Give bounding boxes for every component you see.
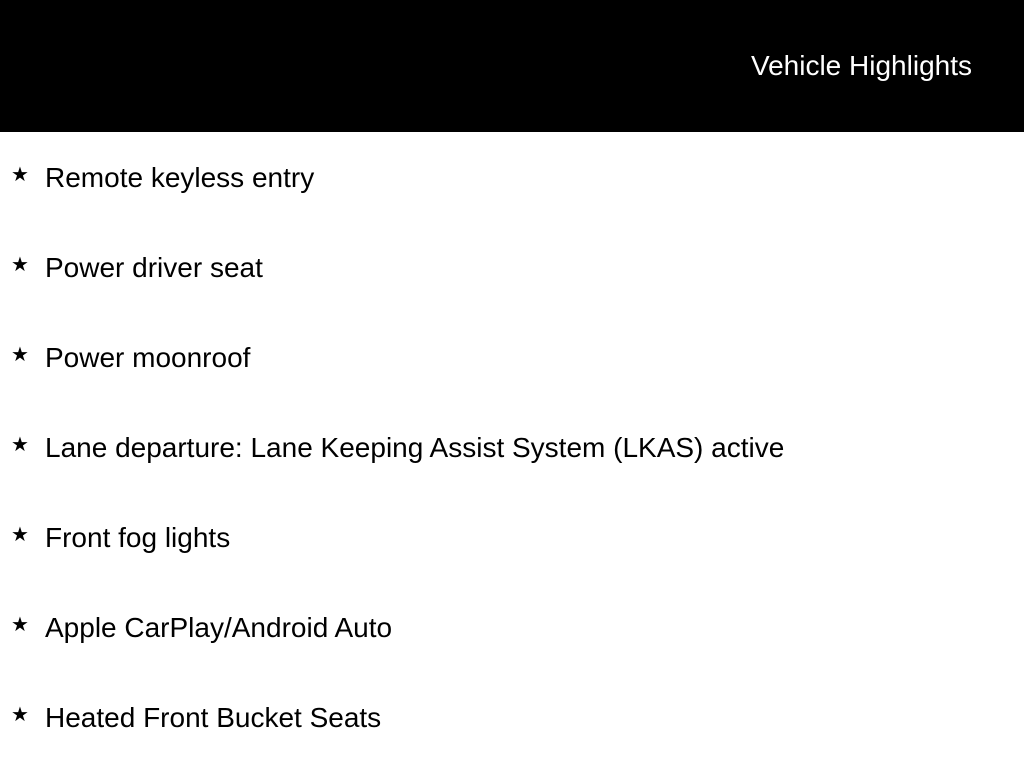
highlight-label: Remote keyless entry <box>45 162 315 193</box>
star-icon: ★ <box>11 342 29 366</box>
highlight-label: Lane departure: Lane Keeping Assist System (LKAS) active <box>45 432 785 463</box>
star-icon: ★ <box>11 522 29 546</box>
star-icon: ★ <box>11 702 29 726</box>
highlight-label: Heated Front Bucket Seats <box>45 702 382 733</box>
star-icon: ★ <box>11 432 29 456</box>
header-bar <box>0 0 1024 132</box>
list-item <box>0 222 1024 312</box>
list-item <box>0 492 1024 582</box>
highlight-label: Apple CarPlay/Android Auto <box>45 612 393 643</box>
highlight-label: Power moonroof <box>45 342 251 373</box>
highlight-label: Power driver seat <box>45 252 263 283</box>
list-item <box>0 132 1024 222</box>
page-title: Vehicle Highlights <box>750 50 972 81</box>
highlight-label: Front fog lights <box>45 522 231 553</box>
highlights-list <box>0 132 1024 762</box>
star-icon: ★ <box>11 162 29 186</box>
list-item <box>0 312 1024 402</box>
star-icon: ★ <box>11 252 29 276</box>
star-icon: ★ <box>11 612 29 636</box>
list-item <box>0 402 1024 492</box>
list-item <box>0 672 1024 762</box>
list-item <box>0 582 1024 672</box>
